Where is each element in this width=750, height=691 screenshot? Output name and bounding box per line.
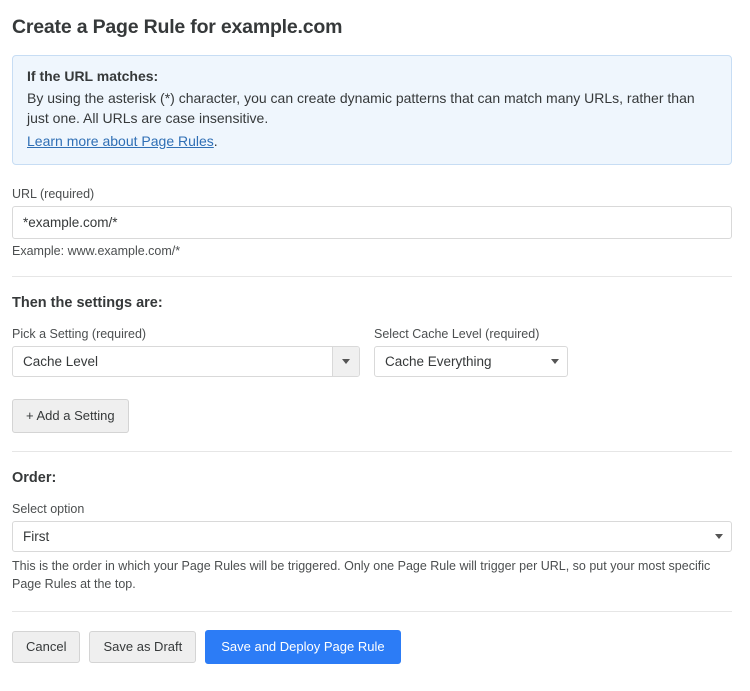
divider-order	[12, 451, 732, 452]
order-select-value: First	[23, 529, 50, 544]
cache-level-select[interactable]	[374, 346, 568, 377]
save-as-draft-button[interactable]: Save as Draft	[89, 631, 196, 663]
settings-row	[12, 327, 732, 377]
cache-level-label: Select Cache Level (required)	[374, 327, 540, 341]
chevron-down-icon	[332, 347, 359, 376]
pick-setting-select[interactable]	[12, 346, 360, 377]
url-input[interactable]	[12, 206, 732, 239]
pick-setting-value: Cache Level	[23, 354, 99, 369]
order-heading: Order:	[12, 470, 57, 486]
form-actions	[12, 630, 732, 664]
url-help-text: Example: www.example.com/*	[12, 244, 181, 258]
url-match-callout	[12, 55, 732, 165]
chevron-down-icon	[707, 522, 731, 551]
url-field-label: URL (required)	[12, 187, 95, 201]
learn-more-link[interactable]: Learn more about Page Rules	[27, 133, 214, 149]
pick-setting-label: Pick a Setting (required)	[12, 327, 147, 341]
cache-level-column	[374, 327, 570, 377]
cancel-button[interactable]: Cancel	[12, 631, 80, 663]
order-help-text: This is the order in which your Page Rules will be triggered. Only one Page Rule will trigger per URL, so put your most specific Page Rules at the top.	[12, 559, 711, 591]
divider-settings	[12, 276, 732, 277]
callout-link-period: .	[213, 133, 218, 149]
pick-setting-column	[12, 327, 362, 377]
page-title: Create a Page Rule for example.com	[12, 16, 343, 38]
order-select-label: Select option	[12, 502, 85, 516]
divider-footer	[12, 611, 732, 612]
callout-text: By using the asterisk (*) character, you can create dynamic patterns that can match many URLs, rather than just one. All URLs are case insensitive.	[27, 90, 695, 126]
add-setting-button[interactable]: + Add a Setting	[12, 399, 129, 433]
settings-heading: Then the settings are:	[12, 295, 163, 311]
chevron-down-icon	[543, 347, 567, 376]
save-and-deploy-button[interactable]: Save and Deploy Page Rule	[205, 630, 400, 664]
callout-title: If the URL matches:	[27, 68, 159, 84]
order-select[interactable]	[12, 521, 732, 552]
cache-level-value: Cache Everything	[385, 354, 492, 369]
